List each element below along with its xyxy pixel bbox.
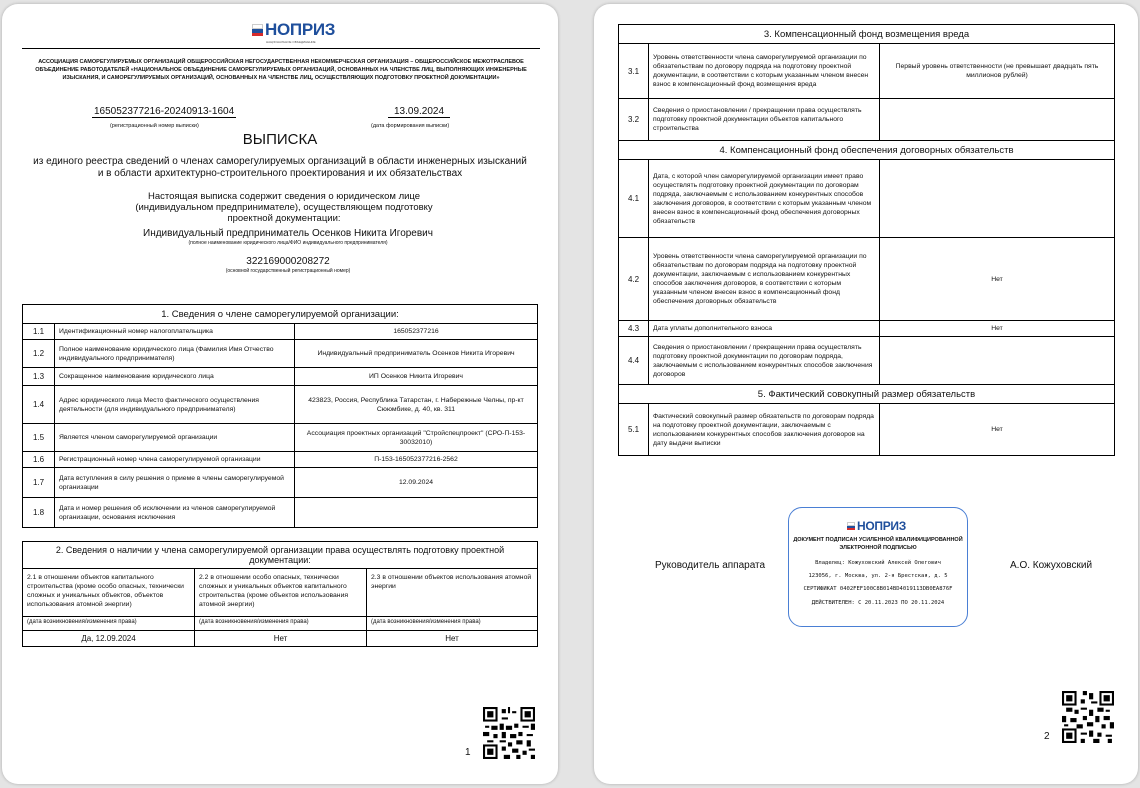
row-label: Сведения о приостановлении / прекращении права осуществлять подготовку проектной документации объектов капитального строительства — [649, 99, 880, 141]
right-2-2-text: 2.2 в отношении особо опасных, технически сложных и уникальных объектов капитального строительства (кроме объектов использования атомной энергии) — [195, 569, 367, 617]
page-number: 1 — [465, 747, 471, 758]
row-value — [295, 498, 538, 528]
row-value — [880, 99, 1115, 141]
row-label: Сведения о приостановлении / прекращении права осуществлять подготовку проектной документации по договорам подряда, заключаемым с использованием конкурентных способов заключения договоров — [649, 337, 880, 385]
stamp-owner: Владелец: Кожуховский Алексей Олегович — [815, 560, 941, 566]
stamp-title: ДОКУМЕНТ ПОДПИСАН УСИЛЕННОЙ КВАЛИФИЦИРОВАННОЙ ЭЛЕКТРОННОЙ ПОДПИСЬЮ — [793, 537, 963, 551]
right-2-1-value: Да, 12.09.2024 — [23, 631, 195, 647]
nopriz-logo: НОПРИЗ — [252, 20, 335, 40]
row-value — [880, 337, 1115, 385]
section1-title: 1. Сведения о члене саморегулируемой организации: — [23, 305, 538, 324]
qr-code-icon — [1062, 691, 1114, 743]
stamp-validity: ДЕЙСТВИТЕЛЕН: С 20.11.2023 ПО 20.11.2024 — [811, 600, 945, 606]
row-number: 1.1 — [23, 324, 55, 340]
row-label: Регистрационный номер члена саморегулируемой организации — [55, 452, 295, 468]
entity-name: Индивидуальный предприниматель Осенков Никита Игоревич — [143, 228, 433, 239]
row-number: 1.6 — [23, 452, 55, 468]
stamp-logo: НОПРИЗ — [847, 519, 906, 533]
row-number: 1.2 — [23, 340, 55, 368]
row-label: Адрес юридического лица Место фактического осуществления деятельности (для индивидуального предпринимателя) — [55, 386, 295, 424]
row-label: Сокращенное наименование юридического лица — [55, 368, 295, 386]
row-value: Нет — [880, 321, 1115, 337]
section2-table — [22, 541, 538, 647]
row-number: 3.1 — [619, 44, 649, 99]
section2-title: 2. Сведения о наличии у члена саморегулируемой организации права осуществлять подготовку проектной документации: — [23, 542, 538, 569]
stamp-address: 123056, г. Москва, ул. 2-я Брестская, д. 5 — [808, 573, 948, 579]
row-number: 4.4 — [619, 337, 649, 385]
ogrn-caption: (основной государственный регистрационный номер) — [225, 268, 351, 274]
row-label: Полное наименование юридического лица (Фамилия Имя Отчество индивидуального предпринимателя) — [55, 340, 295, 368]
section3-table — [618, 24, 1115, 456]
document-page-2 — [594, 4, 1138, 784]
row-number: 1.8 — [23, 498, 55, 528]
association-name: АССОЦИАЦИЯ САМОРЕГУЛИРУЕМЫХ ОРГАНИЗАЦИЙ ОБЩЕРОССИЙСКАЯ НЕГОСУДАРСТВЕННАЯ НЕКОММЕРЧЕСКАЯ ОРГАНИЗАЦИЯ – ОБЩЕРОССИЙСКОЕ МЕЖОТРАСЛЕВОЕ ОБЪЕДИНЕНИЕ РАБОТОДАТЕЛЕЙ «НАЦИОНАЛЬНОЕ ОБЪЕДИНЕНИЕ САМОРЕГУЛИРУЕМЫХ ОРГАНИЗАЦИЙ, ОСНОВАННЫХ НА ЧЛЕНСТВЕ ЛИЦ, ВЫПОЛНЯЮЩИХ ИНЖЕНЕРНЫЕ ИЗЫСКАНИЯ, И САМОРЕГУЛИРУЕМЫХ ОРГАНИЗАЦИЙ, ОСНОВАННЫХ НА ЧЛЕНСТВЕ ЛИЦ, ОСУЩЕСТВЛЯЮЩИХ ПОДГОТОВКУ ПРОЕКТНОЙ ДОКУМЕНТАЦИИ» — [22, 48, 540, 82]
signer-name: А.О. Кожуховский — [1010, 560, 1093, 571]
row-number: 1.7 — [23, 468, 55, 498]
row-label: Уровень ответственности члена саморегулируемой организации по обязательствам по договорам подряда на подготовку проектной документации, заключаемым с использованием конкурентных способов заключения договоров, в соответствии с которым указанным членом внесен взнос в компенсационный фонд обеспечения договорных обязательств — [649, 238, 880, 321]
row-value: ИП Осенков Никита Игоревич — [295, 368, 538, 386]
row-value: Индивидуальный предприниматель Осенков Никита Игоревич — [295, 340, 538, 368]
row-label: Дата вступления в силу решения о приеме в члены саморегулируемой организации — [55, 468, 295, 498]
flag-icon — [847, 522, 855, 531]
document-title: ВЫПИСКА — [242, 131, 318, 148]
row-value: Ассоциация проектных организаций "Стройспецпроект" (СРО-П-153-30032010) — [295, 424, 538, 452]
row-label: Дата уплаты дополнительного взноса — [649, 321, 880, 337]
intro-text: Настоящая выписка содержит сведения о юридическом лице (индивидуальном предпринимателе), осуществляющем подготовку проектной документации: — [135, 191, 433, 224]
row-value: П-153-165052377216-2562 — [295, 452, 538, 468]
reg-number: 165052377216-20240913-1604 — [94, 106, 235, 117]
row-number: 4.1 — [619, 160, 649, 238]
right-2-2-value: Нет — [195, 631, 367, 647]
row-number: 1.4 — [23, 386, 55, 424]
row-value: Нет — [880, 238, 1115, 321]
stamp-certificate: СЕРТИФИКАТ 0402FEF100C8B014BD4019113DB0EA876F — [803, 586, 953, 592]
electronic-signature-stamp — [788, 507, 968, 627]
ogrn-value: 322169000208272 — [246, 256, 330, 267]
right-2-1-caption: (дата возникновения/изменения права) — [23, 617, 195, 631]
page-number: 2 — [1044, 731, 1050, 742]
row-number: 4.3 — [619, 321, 649, 337]
section4-title: 4. Компенсационный фонд обеспечения договорных обязательств — [619, 141, 1115, 160]
row-value: Нет — [880, 404, 1115, 456]
logo-subtitle: НАЦИОНАЛЬНОЕ ОБЪЕДИНЕНИЕ — [266, 40, 316, 44]
right-2-1-text: 2.1 в отношении объектов капитального строительства (кроме особо опасных, технически сложных и уникальных объектов, объектов использования атомной энергии) — [23, 569, 195, 617]
row-label: Уровень ответственности члена саморегулируемой организации по обязательствам по договору подряда на подготовку проектной документации, в соответствии с которым указанным членом внесен взнос в компенсационный фонд возмещения вреда — [649, 44, 880, 99]
reg-number-caption: (регистрационный номер выписки) — [110, 123, 199, 129]
entity-caption: (полное наименование юридического лица/ФИО индивидуального предпринимателя) — [188, 240, 388, 246]
flag-icon — [252, 24, 263, 36]
right-2-3-caption: (дата возникновения/изменения права) — [367, 617, 538, 631]
section1-table — [22, 304, 538, 528]
row-number: 4.2 — [619, 238, 649, 321]
right-2-3-value: Нет — [367, 631, 538, 647]
row-value: 423823, Россия, Республика Татарстан, г. Набережные Челны, пр-кт Сююмбике, д. 40, кв. 311 — [295, 386, 538, 424]
qr-code-icon — [483, 707, 535, 759]
row-value — [880, 160, 1115, 238]
row-number: 1.5 — [23, 424, 55, 452]
row-value: 12.09.2024 — [295, 468, 538, 498]
issue-date: 13.09.2024 — [388, 106, 450, 118]
row-number: 1.3 — [23, 368, 55, 386]
right-2-2-caption: (дата возникновения/изменения права) — [195, 617, 367, 631]
section5-title: 5. Фактический совокупный размер обязательств — [619, 385, 1115, 404]
row-label: Дата и номер решения об исключении из членов саморегулируемой организации, основания исключения — [55, 498, 295, 528]
row-label: Дата, с которой член саморегулируемой организации имеет право осуществлять подготовку проектной документации по договорам подряда, заключаемым с использованием конкурентных способов заключения договоров, в соответствии с которым указанным членом внесен взнос в компенсационный фонд обеспечения договорных обязательств — [649, 160, 880, 238]
row-value: 165052377216 — [295, 324, 538, 340]
row-label: Является членом саморегулируемой организации — [55, 424, 295, 452]
row-label: Идентификационный номер налогоплательщика — [55, 324, 295, 340]
document-page-1 — [2, 4, 558, 784]
row-value: Первый уровень ответственности (не превышает двадцать пять миллионов рублей) — [880, 44, 1115, 99]
row-number: 5.1 — [619, 404, 649, 456]
issue-date-caption: (дата формирования выписки) — [371, 123, 450, 129]
right-2-3-text: 2.3 в отношении объектов использования атомной энергии — [367, 569, 538, 617]
section3-title: 3. Компенсационный фонд возмещения вреда — [619, 25, 1115, 44]
signer-title: Руководитель аппарата — [655, 560, 766, 571]
row-number: 3.2 — [619, 99, 649, 141]
row-label: Фактический совокупный размер обязательств по договорам подряда на подготовку проектной документации, заключаемым с использованием конкурентных способов заключения договоров на дату выдачи выписки — [649, 404, 880, 456]
document-subtitle: из единого реестра сведений о членах саморегулируемых организаций в области инженерных изысканий и в области архитектурно-строительного проектирования и их обязательствах — [33, 156, 527, 179]
